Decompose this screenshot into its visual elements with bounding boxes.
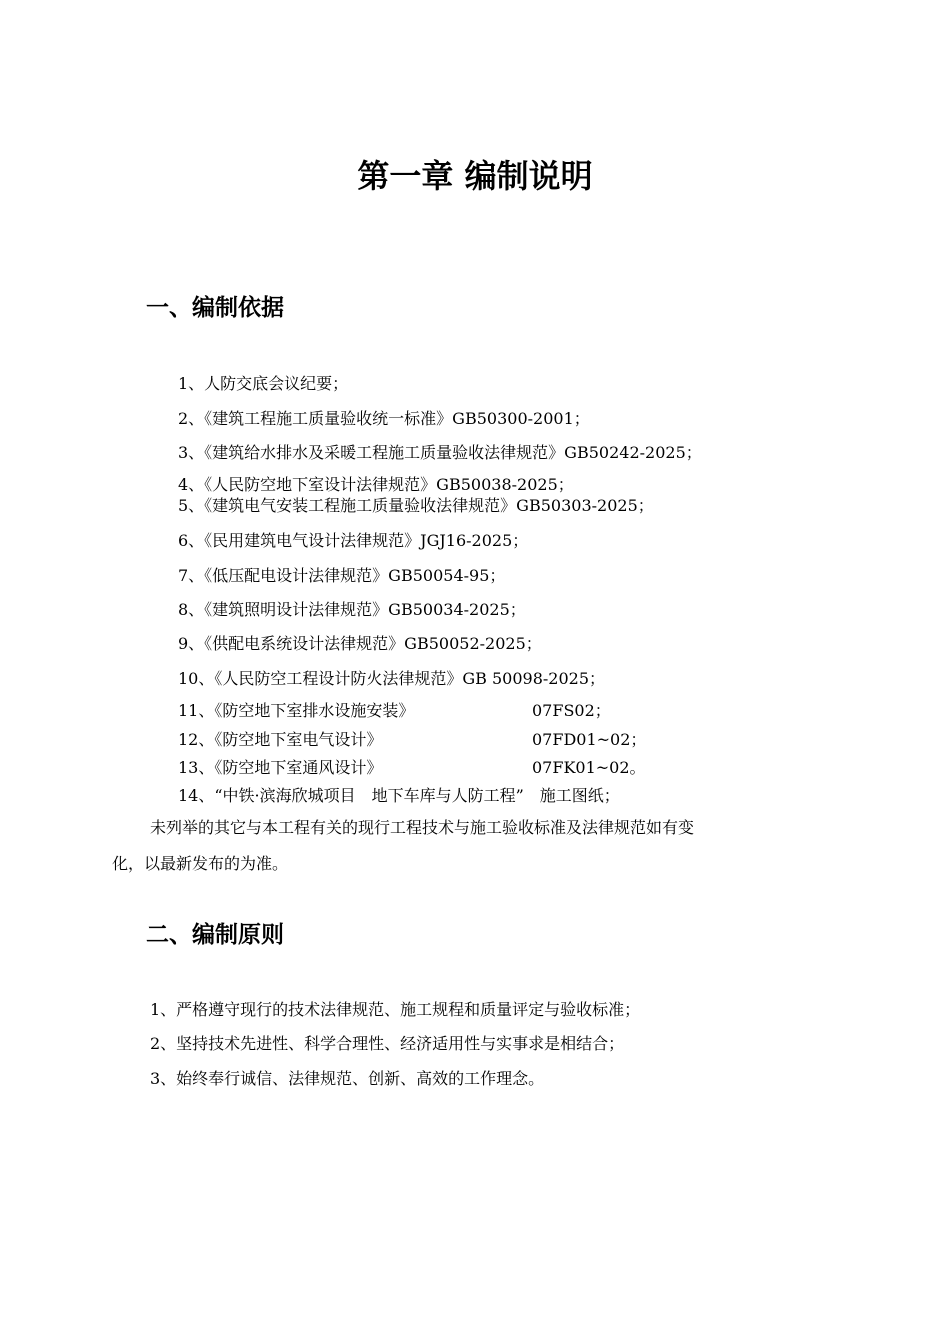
basis-item-3: 3、《建筑给水排水及采暖工程施工质量验收法律规范》GB50242-2025； (178, 443, 702, 462)
chapter-title: 第一章 编制说明 (357, 157, 593, 195)
basis-item-5: 5、《建筑电气安装工程施工质量验收法律规范》GB50303-2025； (178, 496, 654, 515)
atlas-item-label: 13、《防空地下室通风设计》 (178, 758, 383, 777)
basis-item-2: 2、《建筑工程施工质量验收统一标准》GB50300-2001； (178, 409, 590, 428)
section-heading-basis: 一、编制依据 (146, 295, 284, 321)
section-heading-principles: 二、编制原则 (146, 922, 284, 948)
principle-item-1: 1、严格遵守现行的技术法律规范、施工规程和质量评定与验收标准； (150, 1000, 641, 1019)
basis-item-8: 8、《建筑照明设计法律规范》GB50034-2025； (178, 600, 526, 619)
basis-item-10: 10、《人民防空工程设计防火法律规范》GB 50098-2025； (178, 669, 606, 688)
basis-item-1: 1、人防交底会议纪要； (178, 374, 349, 393)
atlas-item-label: 12、《防空地下室电气设计》 (178, 730, 383, 749)
atlas-item-code: 07FS02； (532, 701, 611, 720)
atlas-item-code: 07FD01~02； (532, 730, 647, 749)
basis-item-14: 14、“中铁·滨海欣城项目 地下车库与人防工程” 施工图纸； (178, 786, 620, 805)
principle-item-2: 2、坚持技术先进性、科学合理性、经济适用性与实事求是相结合； (150, 1034, 625, 1053)
basis-item-7: 7、《低压配电设计法律规范》GB50054-95； (178, 566, 506, 585)
atlas-item-code: 07FK01~02。 (532, 758, 646, 777)
basis-item-6: 6、《民用建筑电气设计法律规范》JGJ16-2025； (178, 531, 529, 550)
atlas-item-label: 11、《防空地下室排水设施安装》 (178, 701, 415, 720)
note-line-2: 化，以最新发布的为准。 (112, 854, 289, 873)
basis-item-9: 9、《供配电系统设计法律规范》GB50052-2025； (178, 634, 542, 653)
note-line-1: 未列举的其它与本工程有关的现行工程技术与施工验收标准及法律规范如有变 (150, 818, 695, 837)
basis-item-4: 4、《人民防空地下室设计法律规范》GB50038-2025； (178, 475, 574, 494)
principle-item-3: 3、始终奉行诚信、法律规范、创新、高效的工作理念。 (150, 1069, 545, 1088)
